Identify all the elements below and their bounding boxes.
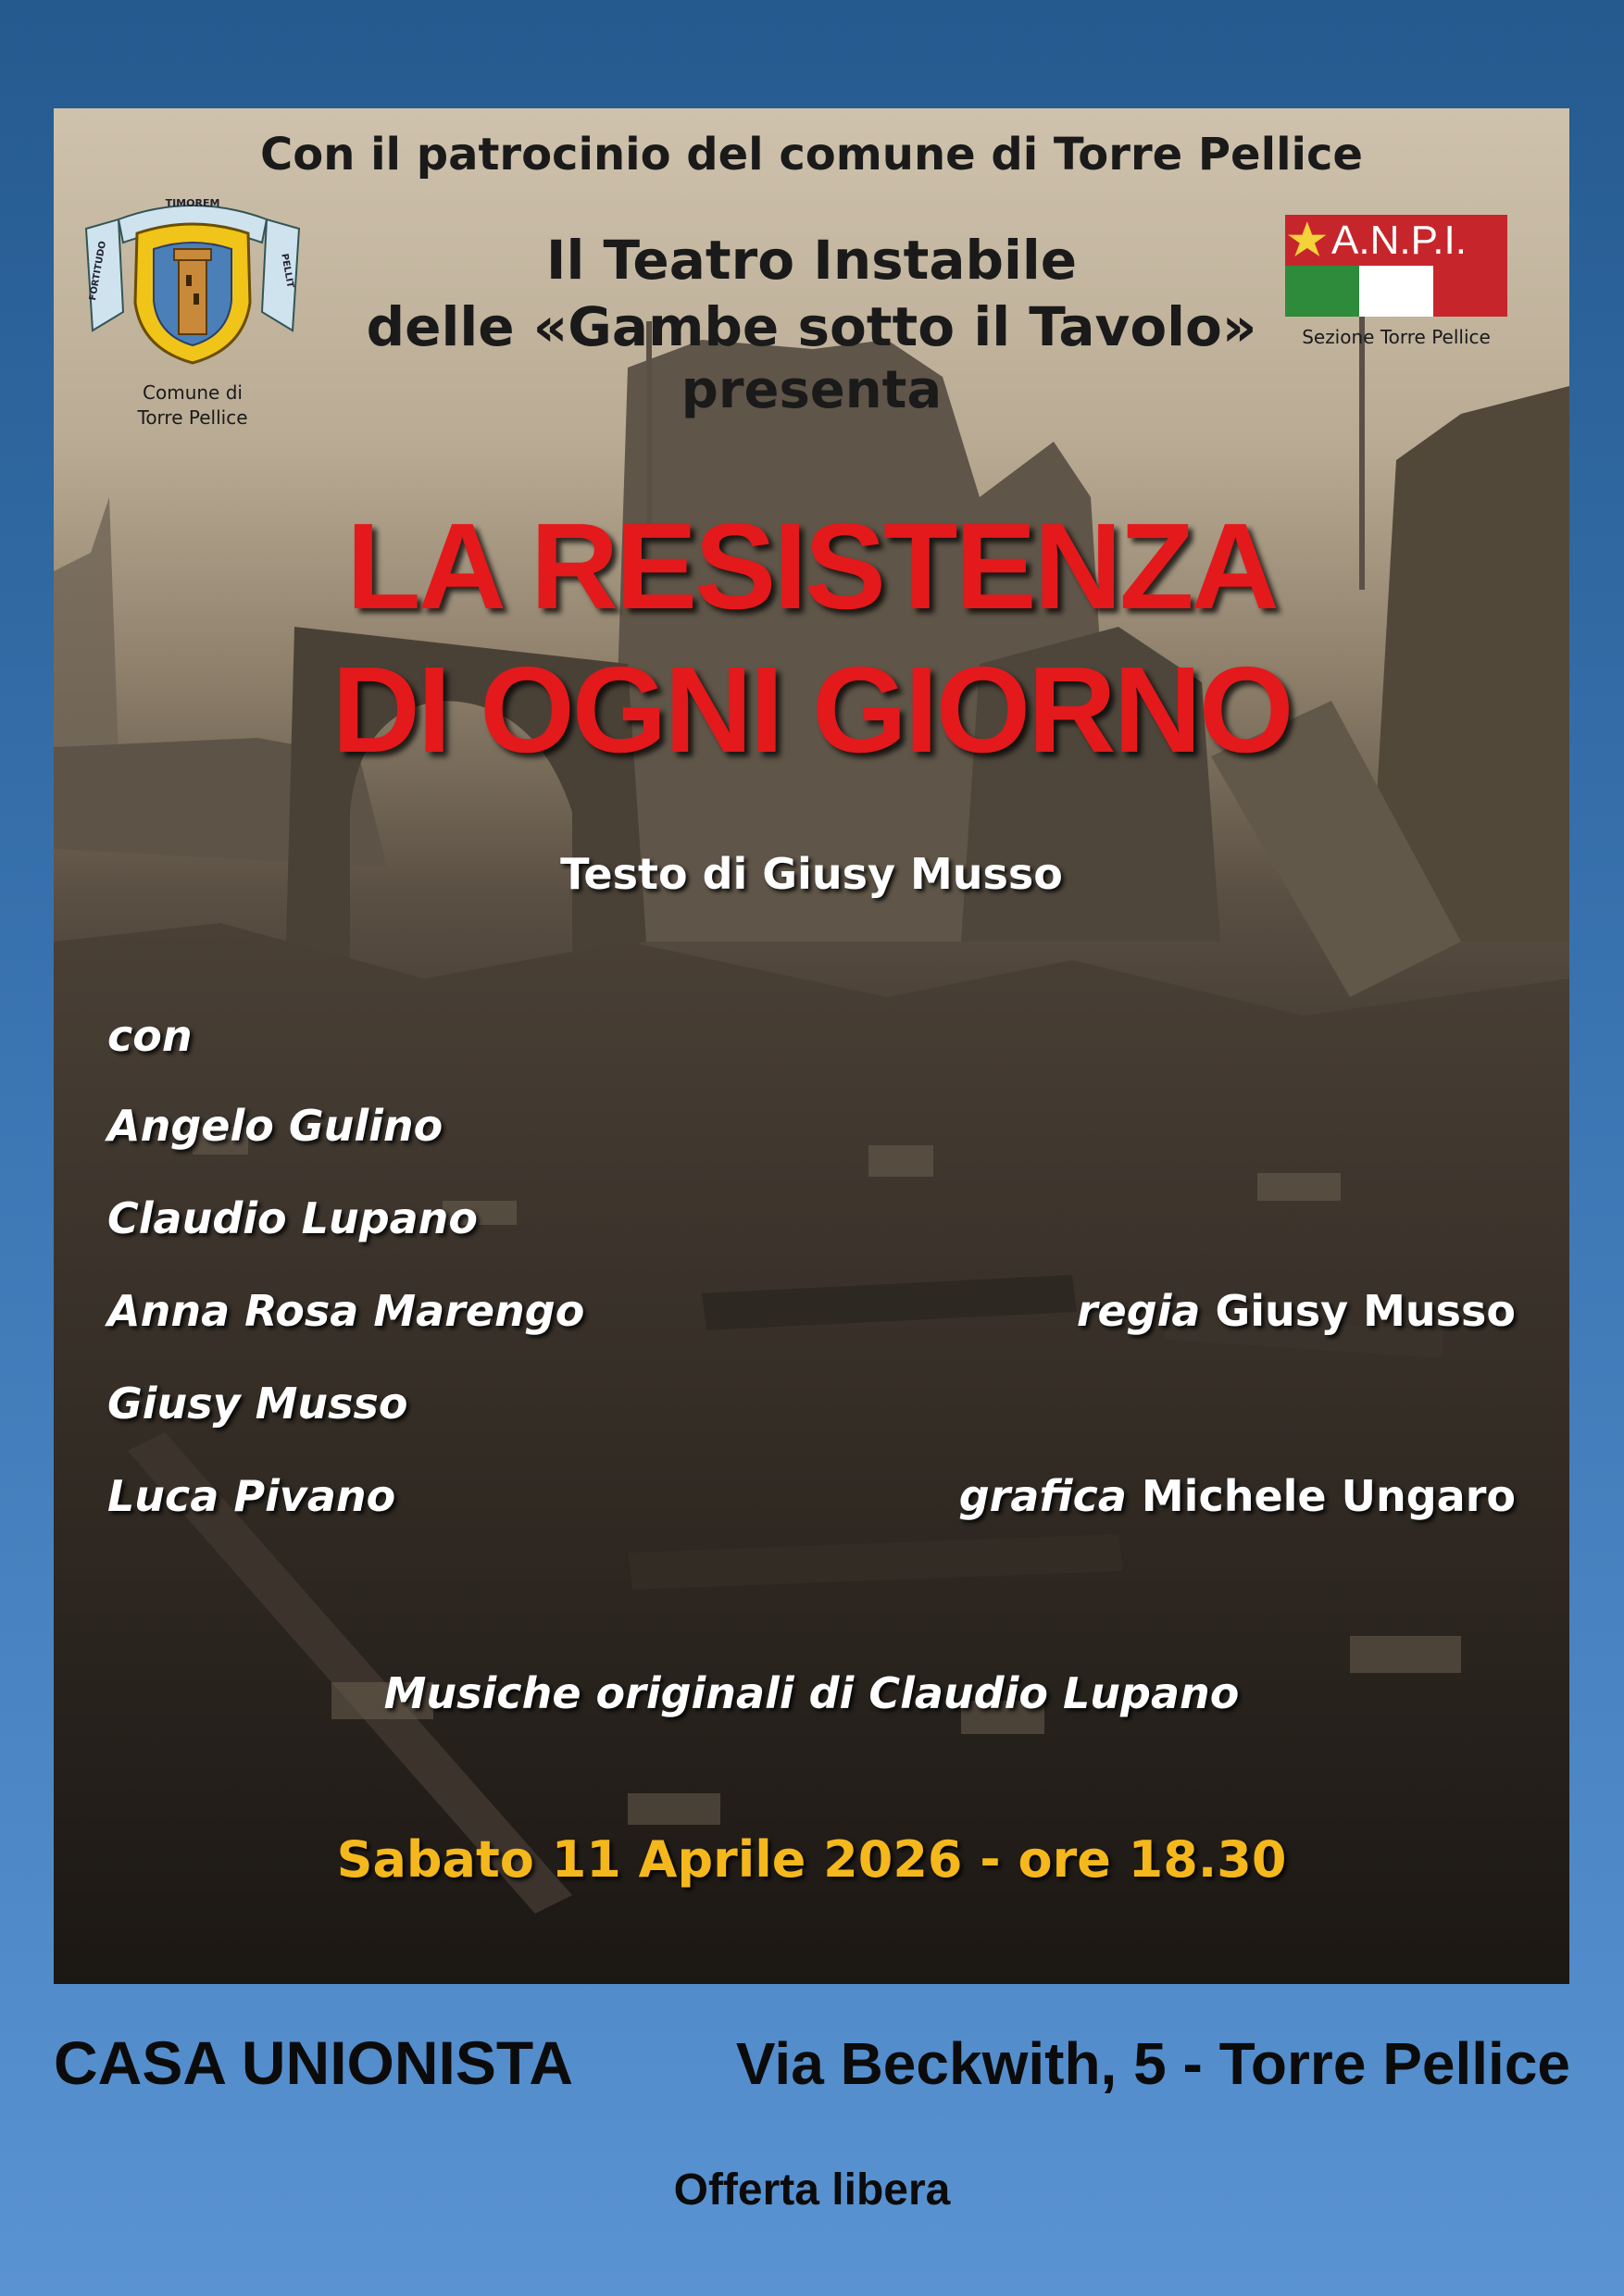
cast-member: Claudio Lupano xyxy=(107,1193,479,1243)
cast-member: Anna Rosa Marengo xyxy=(107,1286,585,1336)
direction-role: regia xyxy=(1076,1286,1201,1336)
entry-text: Offerta libera xyxy=(673,2165,951,2215)
anpi-caption: Sezione Torre Pellice xyxy=(1302,326,1491,348)
crest-caption-line1: Comune di xyxy=(143,381,243,404)
author-text: Testo di Giusy Musso xyxy=(560,849,1063,899)
graphics-name: Michele Ungaro xyxy=(1126,1471,1516,1521)
direction-credit xyxy=(1077,1286,1516,1336)
title-line1: LA RESISTENZA xyxy=(346,498,1277,634)
crest-ribbon-right: PELLIT xyxy=(279,253,295,289)
anpi-name: A.N.P.I. xyxy=(1331,218,1467,263)
title-line2: DI OGNI GIORNO xyxy=(331,642,1292,778)
crest-ribbon-top: TIMOREM xyxy=(165,197,220,209)
cast-member: Luca Pivano xyxy=(107,1471,396,1521)
direction-name: Giusy Musso xyxy=(1200,1286,1516,1336)
event-date: Sabato 11 Aprile 2026 - ore 18.30 xyxy=(336,1830,1287,1889)
cast-member: Angelo Gulino xyxy=(107,1101,443,1151)
presents-text: presenta xyxy=(681,360,943,420)
venue-name: CASA UNIONISTA xyxy=(54,2028,573,2097)
crest-caption-line2: Torre Pellice xyxy=(137,406,248,429)
graphics-role: grafica xyxy=(958,1471,1127,1521)
graphics-credit xyxy=(959,1471,1516,1521)
cast-member: Giusy Musso xyxy=(107,1379,408,1429)
company-line1: Il Teatro Instabile xyxy=(545,229,1078,292)
patronage-text: Con il patrocinio del comune di Torre Pellice xyxy=(260,129,1363,181)
venue-address: Via Beckwith, 5 - Torre Pellice xyxy=(735,2030,1570,2097)
company-line2: delle «Gambe sotto il Tavolo» xyxy=(366,295,1257,358)
cast-label: con xyxy=(107,1011,193,1061)
crest-ribbon-left: FORTITUDO xyxy=(87,240,109,302)
poster-image xyxy=(54,108,1569,1984)
music-text: Musiche originali di Claudio Lupano xyxy=(383,1668,1240,1718)
